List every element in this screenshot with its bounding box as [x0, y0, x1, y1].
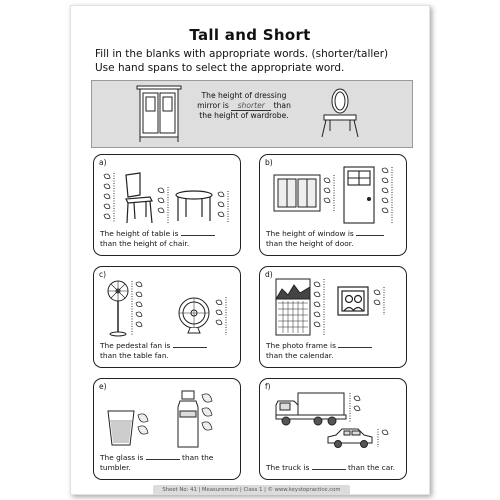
exercise-sentence — [266, 228, 406, 249]
wardrobe-icon — [137, 86, 181, 142]
worksheet-page — [70, 5, 430, 495]
answer-blank[interactable] — [338, 340, 372, 348]
exercise-letter: e) — [99, 382, 107, 391]
sentence-before: The glass is — [100, 453, 144, 462]
hand-span-icon — [314, 282, 320, 327]
exercise-box-e — [93, 378, 241, 480]
answer-blank[interactable] — [312, 462, 346, 470]
table-fan-icon — [179, 298, 209, 333]
exercise-box-b — [259, 154, 407, 256]
calendar-icon — [276, 279, 310, 335]
sentence-before: The truck is — [266, 463, 310, 472]
hand-span-icon — [382, 168, 388, 213]
footer-bar: Sheet No: 41 | Measurement | Class 1 | © www.keystopractice.com — [153, 485, 350, 495]
exercise-sentence — [100, 340, 240, 361]
example-box — [91, 80, 413, 148]
exercise-letter: b) — [265, 158, 273, 167]
example-text-after: than the height of wardrobe. — [199, 101, 291, 120]
truck-icon — [276, 393, 346, 425]
exercise-box-d — [259, 266, 407, 368]
answer-blank[interactable] — [356, 228, 384, 236]
exercise-a-illustration — [98, 163, 238, 229]
sentence-before: The height of table is — [100, 229, 179, 238]
hand-span-icon — [324, 178, 330, 203]
sentence-after: than the car. — [348, 463, 395, 472]
example-sentence — [196, 91, 292, 121]
door-icon — [344, 167, 374, 223]
exercise-d-illustration — [264, 275, 404, 341]
window-icon — [274, 175, 320, 211]
exercise-letter: c) — [99, 270, 107, 279]
hand-span-icon — [216, 300, 222, 325]
instruction-line-2: Use hand spans to select the appropriate word. — [95, 62, 345, 74]
hand-span-icon — [138, 414, 148, 434]
answer-blank[interactable] — [146, 452, 180, 460]
example-text-before: The height of dressing mirror is — [197, 91, 287, 110]
hand-span-icon — [382, 430, 388, 435]
exercise-letter: d) — [265, 270, 273, 279]
sentence-after: than the tumbler. — [100, 453, 214, 472]
exercise-letter: a) — [99, 158, 107, 167]
sentence-after: than the height of door. — [266, 239, 354, 248]
hand-span-icon — [218, 192, 224, 217]
exercise-e-illustration — [98, 387, 238, 453]
sentence-after: than the table fan. — [100, 351, 169, 360]
chair-icon — [126, 173, 152, 223]
hand-span-icon — [202, 394, 212, 430]
car-icon — [328, 429, 372, 448]
exercise-sentence — [266, 462, 406, 473]
glass-icon — [108, 411, 134, 445]
exercise-box-a — [93, 154, 241, 256]
example-answer-blank: shorter — [231, 101, 271, 111]
exercise-sentence — [100, 452, 240, 473]
hand-span-icon — [354, 396, 360, 411]
exercise-sentence — [100, 228, 240, 249]
hand-span-icon — [104, 174, 110, 219]
exercise-box-f — [259, 378, 407, 480]
sentence-before: The photo frame is — [266, 341, 336, 350]
exercise-b-illustration — [264, 163, 404, 229]
worksheet-title: Tall and Short — [189, 26, 311, 44]
sentence-after: than the height of chair. — [100, 239, 190, 248]
dressing-mirror-icon — [322, 89, 358, 137]
photo-frame-icon — [338, 287, 368, 315]
exercise-f-illustration — [264, 387, 404, 453]
hand-span-icon — [158, 188, 164, 213]
sentence-before: The height of window is — [266, 229, 354, 238]
hand-span-icon — [136, 282, 142, 327]
sentence-after: than the calendar. — [266, 351, 334, 360]
exercise-box-c — [93, 266, 241, 368]
instruction-line-1: Fill in the blanks with appropriate words. (shorter/taller) — [95, 48, 389, 60]
answer-blank[interactable] — [173, 340, 207, 348]
exercise-c-illustration — [98, 275, 238, 341]
pedestal-fan-icon — [108, 281, 128, 336]
table-icon — [176, 191, 212, 221]
exercise-sentence — [266, 340, 406, 361]
sentence-before: The pedestal fan is — [100, 341, 171, 350]
hand-span-icon — [374, 290, 380, 305]
exercise-letter: f) — [265, 382, 271, 391]
instructions — [95, 47, 415, 75]
answer-blank[interactable] — [181, 228, 215, 236]
tumbler-icon — [178, 391, 198, 447]
